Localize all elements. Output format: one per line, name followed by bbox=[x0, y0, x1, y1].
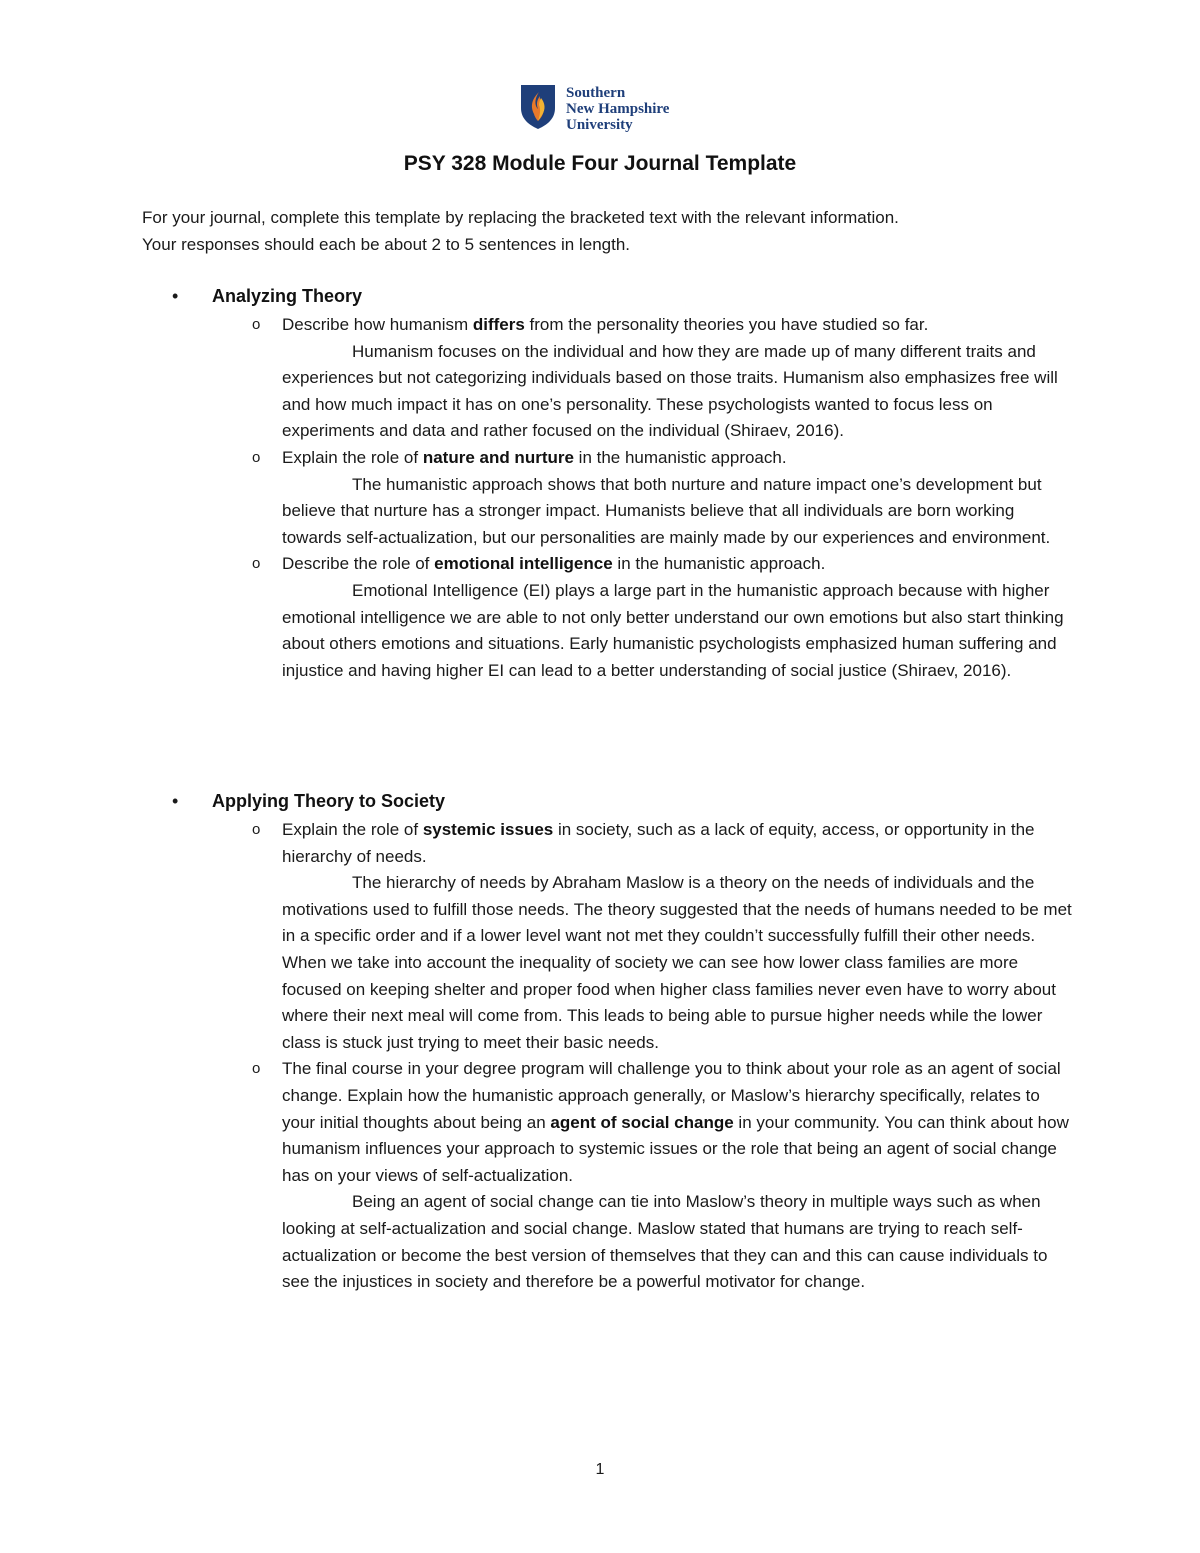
shield-flame-icon bbox=[520, 84, 556, 130]
prompt-text: Explain the role of bbox=[282, 820, 423, 839]
page-number: 1 bbox=[595, 1461, 605, 1478]
prompt-text: in the humanistic approach. bbox=[573, 447, 787, 467]
question-prompt bbox=[282, 312, 1072, 339]
prompt-text: The final course in your degree program will challenge you to think about your role as an agent of social change. Explain how the humanistic approach generally, or Maslow’s hierarchy specifically, relates to your initial thoughts about being an bbox=[282, 1059, 1061, 1132]
question-item bbox=[252, 817, 1072, 1056]
question-item bbox=[252, 445, 1072, 551]
intro-line-1: For your journal, complete this template by replacing the bracketed text with the relevant information. bbox=[142, 208, 899, 227]
question-item bbox=[252, 312, 1072, 445]
section-applying-theory bbox=[142, 787, 1082, 1296]
sub-bullet-marker: o bbox=[252, 821, 261, 838]
university-logo bbox=[520, 84, 700, 134]
sub-bullet-marker: o bbox=[252, 555, 261, 573]
prompt-text: from the personality theories you have studied so far. bbox=[524, 315, 929, 334]
section-heading: Analyzing Theory bbox=[212, 286, 363, 306]
prompt-text: Describe how humanism bbox=[282, 315, 473, 334]
logo-line-3: University bbox=[566, 117, 633, 133]
bullet-marker: • bbox=[172, 286, 179, 306]
sub-bullet-marker: o bbox=[252, 1060, 261, 1078]
intro-paragraph bbox=[142, 204, 1072, 258]
section-heading-row bbox=[142, 787, 1082, 817]
question-prompt bbox=[282, 817, 1072, 870]
logo-line-2: New Hampshire bbox=[566, 101, 670, 117]
question-prompt bbox=[282, 445, 1072, 472]
prompt-text: Describe the role of bbox=[282, 554, 435, 574]
prompt-keyword: systemic issues bbox=[422, 820, 554, 839]
sub-bullet-marker: o bbox=[252, 448, 261, 466]
section-heading-row bbox=[142, 282, 1082, 312]
prompt-keyword: nature and nurture bbox=[422, 447, 574, 467]
logo-wordmark bbox=[566, 85, 669, 133]
question-prompt bbox=[282, 551, 1072, 578]
question-item bbox=[252, 551, 1072, 684]
prompt-keyword: agent of social change bbox=[550, 1112, 734, 1132]
prompt-text: in your community. You can think about how humanism influences your approach to systemic issues or the role that being an agent of social change has on your views of self-actualization. bbox=[282, 1112, 1069, 1185]
section-analyzing-theory bbox=[142, 282, 1082, 684]
prompt-keyword: differs bbox=[472, 315, 525, 334]
prompt-keyword: emotional intelligence bbox=[434, 554, 613, 574]
prompt-text: in society, such as a lack of equity, access, or opportunity in the hierarchy of needs. bbox=[282, 820, 1035, 866]
logo-line-1: Southern bbox=[566, 85, 626, 101]
document-title: PSY 328 Module Four Journal Template bbox=[403, 152, 797, 175]
question-item bbox=[252, 1056, 1072, 1295]
answer-paragraph: Emotional Intelligence (EI) plays a large part in the humanistic approach because with higher emotional intelligence we are able to not only better understand our own emotions but also start thinking about others emotions and situations. Early humanistic psychologists emphasized human suffering and injustice and having higher EI can lead to a better understanding of social justice (Shiraev, 2016). bbox=[282, 580, 1064, 680]
prompt-text: in the humanistic approach. bbox=[612, 554, 826, 574]
answer-paragraph: Being an agent of social change can tie into Maslow’s theory in multiple ways such as when looking at self-actualization and social change. Maslow stated that humans are trying to reach self-actualization or become the best version of themselves that they can and this can cause individuals to see the injustices in society and therefore be a powerful motivator for change. bbox=[282, 1192, 1048, 1292]
question-prompt bbox=[282, 1056, 1072, 1189]
section-heading: Applying Theory to Society bbox=[212, 791, 446, 811]
bullet-marker: • bbox=[172, 791, 179, 811]
prompt-text: Explain the role of bbox=[282, 447, 423, 467]
answer-paragraph: The hierarchy of needs by Abraham Maslow is a theory on the needs of individuals and the motivations used to fulfill those needs. The theory suggested that the needs of humans needed to be met in a specific order and if a lower level want not met they couldn’t successfully fulfill their other needs. When we take into account the inequality of society we can see how lower class families are more focused on keeping shelter and proper food when higher class families never even have to worry about where their next meal will come from. This leads to being able to pursue higher needs while the lower class is stuck just trying to meet their basic needs. bbox=[282, 873, 1072, 1052]
answer-paragraph: Humanism focuses on the individual and how they are made up of many different traits and experiences but not categorizing individuals based on those traits. Humanism also emphasizes free will and how much impact it has on one’s personality. These psychologists wanted to focus less on experiments and data and rather focused on the individual (Shiraev, 2016). bbox=[282, 341, 1058, 441]
answer-paragraph: The humanistic approach shows that both nurture and nature impact one’s development but believe that nurture has a stronger impact. Humanists believe that all individuals are born working towards self-actualization, but our personalities are mainly made by our experiences and environment. bbox=[282, 474, 1051, 547]
sub-bullet-marker: o bbox=[252, 316, 261, 333]
intro-line-2: Your responses should each be about 2 to 5 sentences in length. bbox=[142, 235, 631, 254]
